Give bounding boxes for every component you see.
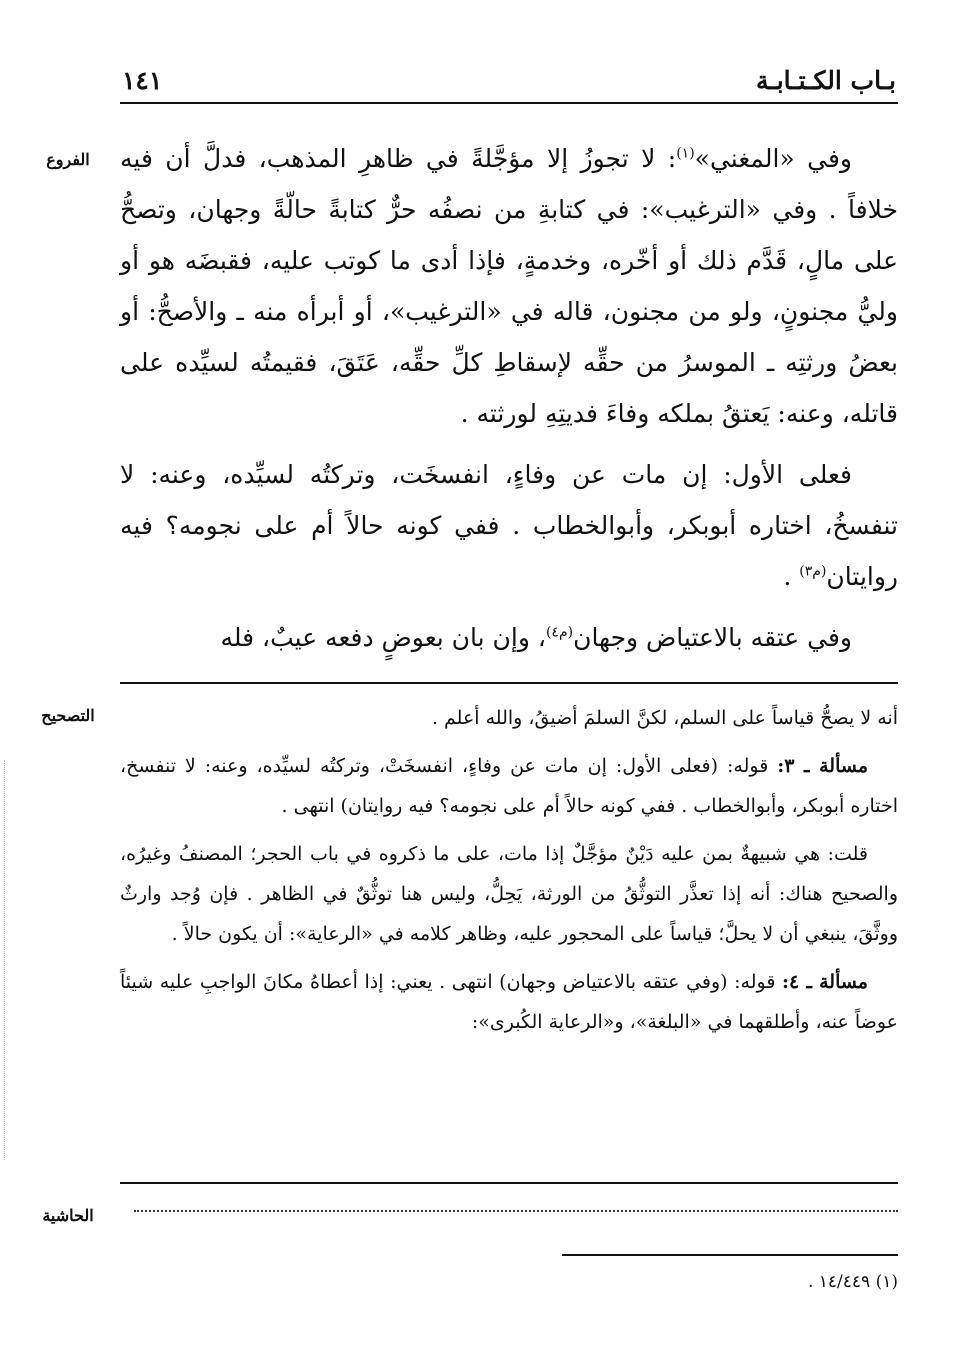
section-divider <box>120 682 898 684</box>
masala-3-text: قوله: (فعلى الأول: إن مات عن وفاءٍ، انفسخَتْ، وتركتُه لسيِّده، وعنه: لا تنفسخ، اختاره أبوبكر، وأبوالخطاب . ففي كونه حالاً أم على نجومه؟ فيه روايتان) انتهى . <box>120 755 898 817</box>
masala-4 <box>120 962 898 1042</box>
main-p2-rest: . <box>783 562 800 591</box>
page-header <box>120 62 898 104</box>
masala-4-label: مسألة ـ ٤: <box>782 971 868 993</box>
page-number: ١٤١ <box>122 66 163 95</box>
main-p1-start: وفي «المغني» <box>694 144 852 173</box>
main-paragraph-1 <box>120 133 898 439</box>
footnote-marker-1: (١) <box>676 145 695 162</box>
masala-3-label: مسألة ـ ٣: <box>777 755 869 777</box>
footnote-rule <box>562 1254 898 1256</box>
tashih-line-1: أنه لا يصحُّ قياساً على السلم، لكنَّ السلمَ أضيقُ، والله أعلم . <box>431 707 898 729</box>
main-paragraph-2 <box>120 449 898 602</box>
tashih-text <box>120 698 898 1042</box>
side-label-furu: الفروع <box>46 150 90 169</box>
scan-edge-dots <box>4 760 5 1160</box>
issue-marker-4: (م٤) <box>545 624 574 641</box>
masala-3 <box>120 746 898 826</box>
masala-4-text: قوله: (وفي عتقه بالاعتياض وجهان) انتهى . يعني: إذا أعطاهُ مكانَ الواجبِ عليه شيئاً عوضاً عنه، وأطلقهما في «البلغة»، و«الرعاية الكُبرى»: <box>120 971 898 1033</box>
main-p3-rest: ، وإن بان بعوضٍ دفعه عيبٌ، فله <box>220 623 546 652</box>
footnote-1: (١) ١٤/٤٤٩ . <box>807 1272 898 1292</box>
main-p3-start: وفي عتقه بالاعتياض وجهان <box>573 623 852 652</box>
side-label-tashih: التصحيح <box>41 706 95 725</box>
qult-paragraph: قلت: هي شبيهةٌ بمن عليه دَيْنٌ مؤجَّلٌ إذا مات، على ما ذكروه في باب الحجر؛ المصنفُ وغيرُه، والصحيح هناك: أنه إذا تعذَّر التوثُّقُ من الورثة، يَحِلُّ، وليس هنا توثُّقٌ في الظاهر . فإن وُجد وارثٌ ووثَّقَ، ينبغي أن لا يحلَّ؛ قياساً على المحجور عليه، وظاهر كلامه في «الرعاية»: أن يكون حالاً . <box>120 843 898 945</box>
running-title: بـاب الكـتـابـة <box>755 66 896 95</box>
main-text <box>120 133 898 663</box>
issue-marker-3: (م٣) <box>799 563 827 580</box>
main-p2-start: فعلى الأول: إن مات عن وفاءٍ، انفسخَت، وتركتُه لسيِّده، وعنه: لا تنفسخُ، اختاره أبوبكر، وأبوالخطاب . ففي كونه حالاً أم على نجومه؟ فيه روايتان <box>120 460 898 591</box>
hashiya-dotted-line <box>134 1210 898 1212</box>
hashiya-divider <box>120 1182 898 1184</box>
side-label-hashiya: الحاشية <box>42 1206 94 1225</box>
main-p1-rest: : لا تجوزُ إلا مؤجَّلةً في ظاهرِ المذهب، فدلَّ أن فيه خلافاً . وفي «الترغيب»: في كتابةِ من نصفُه حرٌّ كتابةً حالّةً وجهان، وتصحُّ على مالٍ، قَدَّم ذلك أو أخّره، وخدمةٍ، فإذا أدى ما كوتب عليه، فقبضَه هو أو وليُّ مجنونٍ، ولو من مجنون، قاله في «الترغيب»، أو أبرأه منه ـ والأصحُّ: أو بعضُ ورثتِه ـ الموسرُ من حقِّه لإسقاطِ كلِّ حقِّه، عَتَقَ، فقيمتُه لسيِّده على قاتله، وعنه: يَعتقُ بملكه وفاءَ فديتِهِ لورثته . <box>120 144 898 428</box>
main-paragraph-3 <box>120 612 898 663</box>
